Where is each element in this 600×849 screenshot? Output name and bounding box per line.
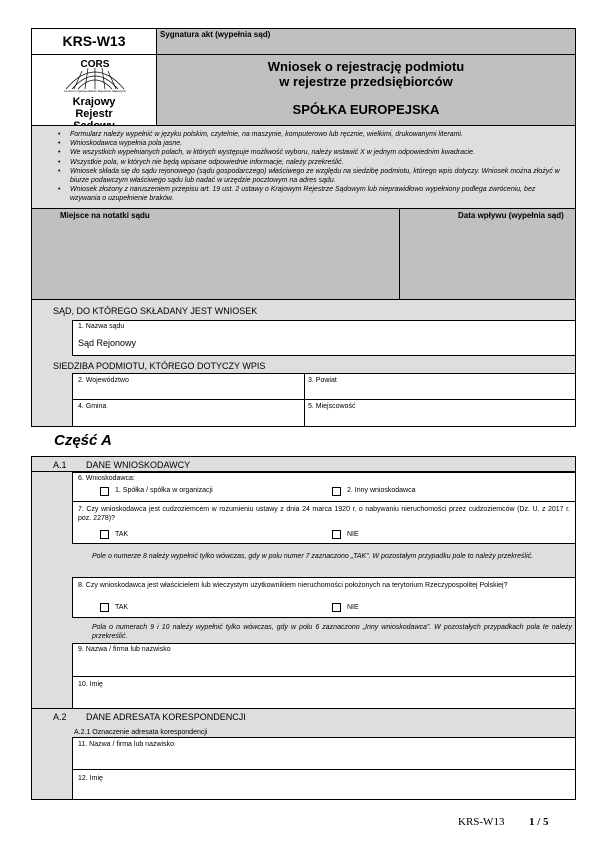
a1-title: DANE WNIOSKODAWCY (86, 460, 191, 470)
commune-field[interactable] (72, 399, 305, 427)
instruction-item: • Wniosek składa się do sądu rejonowego (sądu gospodarczego) właściwego ze względu na siedzibę podmiotu, którego wpis dotyczy. Wniosek można złożyć w biurze podawczym właściwego sądu lub nadać w urzędzie pocztowym na adres sądu. (70, 167, 567, 185)
applicant-company-checkbox[interactable] (100, 487, 109, 496)
property-yes-label: TAK (115, 604, 129, 611)
applicant-other-checkbox[interactable] (332, 487, 341, 496)
foreigner-no-checkbox[interactable] (332, 530, 341, 539)
instruction-item: • Wszystkie pola, w których nie będą wpisane odpowiednie informacje, należy przekreślić. (70, 158, 567, 167)
receipt-date-label: Data wpływu (wypełnia sąd) (458, 211, 564, 220)
correspondent-name-label: 11. Nazwa / firma lub nazwisko (78, 741, 174, 748)
court-name-label: 1. Nazwa sądu (78, 323, 125, 330)
property-owner-text: 8. Czy wnioskodawca jest właścicielem lub wieczystym użytkownikiem nieruchomości położonych na terytorium Rzeczypospolitej Polskiej? (78, 582, 508, 589)
registry-name: Krajowy Rejestr (72, 96, 116, 120)
footer-form-code: KRS-W13 (458, 816, 505, 828)
footer-page-number: 1 / 5 (529, 816, 549, 828)
foreigner-question-text: 7. Czy wnioskodawca jest cudzoziemcem w rozumieniu ustawy z dnia 24 marca 1920 r. o nabywaniu nieruchomości przez cudzoziemców (Dz. U. z 2017 r. poz. 2278)? (78, 506, 570, 522)
court-notes-box (31, 208, 400, 300)
applicant-firstname-field[interactable] (72, 676, 576, 709)
foreigner-yes-checkbox[interactable] (100, 530, 109, 539)
property-no-label: NIE (347, 604, 359, 611)
county-label: 3. Powiat (308, 377, 337, 384)
instructions-box (31, 125, 576, 209)
applicant-other-label: 2. Inny wnioskodawca (347, 487, 416, 494)
applicant-type-label: 6. Wnioskodawca: (78, 475, 135, 482)
voivodeship-label: 2. Województwo (78, 377, 129, 384)
a2-number: A.2 (53, 712, 67, 722)
court-name-value: Sąd Rejonowy (78, 338, 137, 348)
cors-logo-icon (62, 57, 128, 91)
seat-section-title: SIEDZIBA PODMIOTU, KTÓREGO DOTYCZY WPIS (53, 361, 266, 371)
title-line2: w rejestrze przedsiębiorców (279, 74, 453, 89)
instruction-item: • Wniosek złożony z naruszeniem przepisu art. 19 ust. 2 ustawy o Krajowym Rejestrze Sądowym lub nieprawidłowo wypełniony podlega zwróceniu, bez wzywania o uzupełnienie braków. (70, 185, 567, 203)
form-code: KRS-W13 (62, 33, 126, 49)
county-field[interactable] (304, 373, 576, 400)
instruction-item: • Formularz należy wypełnić w języku polskim, czytelnie, na maszynie, komputerowo lub ręcznie, wielkimi, drukowanymi literami. (70, 130, 567, 139)
correspondent-firstname-field[interactable] (72, 769, 576, 800)
field8-instruction-note: Pole o numerze 8 należy wypełnić tylko wówczas, gdy w polu numer 7 zaznaczono „TAK”. W pozostałym przypadku pole to należy przekreślić. (92, 553, 534, 560)
instructions-list (52, 130, 567, 204)
locality-label: 5. Miejscowość (308, 403, 356, 410)
property-yes-checkbox[interactable] (100, 603, 109, 612)
form-subtitle: SPÓŁKA EUROPEJSKA (292, 102, 440, 117)
instruction-item: • We wszystkich wypełnianych polach, w których występuje możliwość wyboru, należy wstawić X w jednym odpowiednim kwadracie. (70, 148, 567, 157)
court-name-field[interactable] (72, 320, 576, 356)
correspondent-firstname-label: 12. Imię (78, 775, 103, 782)
court-section-title: SĄD, DO KTÓREGO SKŁADANY JEST WNIOSEK (53, 306, 258, 316)
property-no-checkbox[interactable] (332, 603, 341, 612)
court-notes-label: Miejsce na notatki sądu (60, 211, 150, 220)
fields-9-10-instruction-note: Pola o numerach 9 i 10 należy wypełnić tylko wówczas, gdy w polu 6 zaznaczono „Inny wnioskodawca”. W pozostałych przypadkach pola te należy przekreślić. (92, 624, 572, 640)
instruction-item: • Wnioskodawca wypełnia pola jasne. (70, 139, 567, 148)
logo-subtext: Centrum Ogólnopolskich Rejestrów Sądowych (64, 89, 126, 93)
applicant-name-label: 9. Nazwa / firma lub nazwisko (78, 646, 171, 653)
a1-number: A.1 (53, 460, 67, 470)
signature-label: Sygnatura akt (wypełnia sąd) (160, 30, 271, 39)
applicant-firstname-label: 10. Imię (78, 681, 103, 688)
commune-label: 4. Gmina (78, 403, 107, 410)
a2-title: DANE ADRESATA KORESPONDENCJI (86, 712, 246, 722)
part-a-title: Część A (54, 432, 112, 449)
applicant-company-label: 1. Spółka / spółka w organizacji (115, 487, 213, 494)
receipt-date-box (399, 208, 576, 300)
foreigner-yes-label: TAK (115, 531, 129, 538)
title-line1: Wniosek o rejestrację podmiotu (267, 59, 465, 74)
foreigner-no-label: NIE (347, 531, 359, 538)
a2-subtitle: A.2.1 Oznaczenie adresata korespondencji (74, 729, 208, 736)
logo-text: CORS (80, 59, 110, 70)
